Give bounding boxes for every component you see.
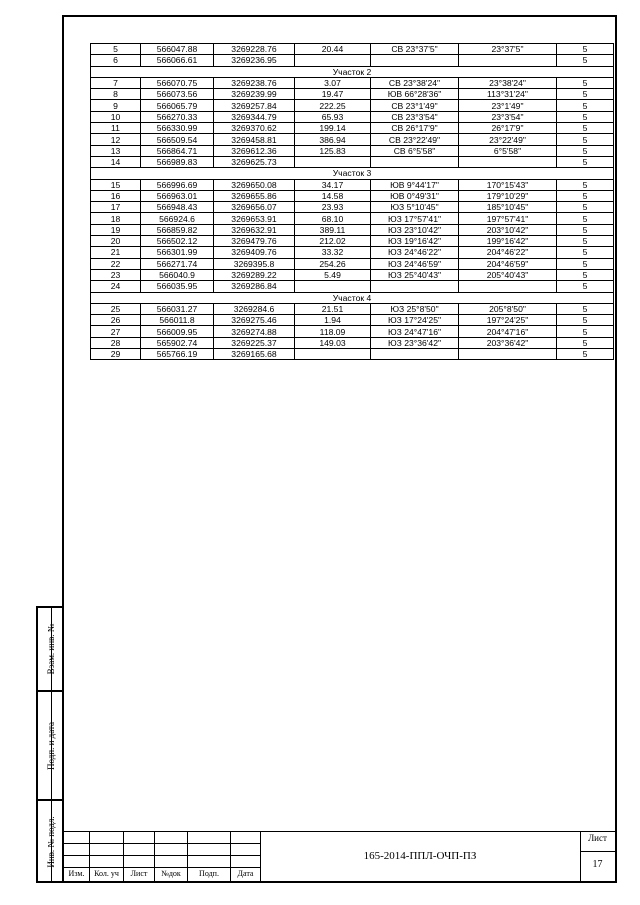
table-cell	[295, 281, 371, 292]
table-cell: ЮЗ 25°8'50"	[371, 303, 459, 314]
table-cell: 179°10'29"	[459, 190, 557, 201]
table-cell: 5.49	[295, 269, 371, 280]
table-cell: ЮВ 0°49'31"	[371, 190, 459, 201]
table-cell: 28	[91, 337, 141, 348]
table-cell	[295, 156, 371, 167]
table-cell: 205°8'50"	[459, 303, 557, 314]
table-cell: ЮЗ 17°24'25"	[371, 315, 459, 326]
table-row	[91, 179, 614, 190]
table-row	[91, 44, 614, 55]
table-row	[91, 134, 614, 145]
table-cell: 3269274.88	[214, 326, 295, 337]
table-cell: СВ 23°3'54"	[371, 111, 459, 122]
table-cell: 23°37'5"	[459, 44, 557, 55]
table-cell	[459, 349, 557, 360]
table-cell: 5	[557, 77, 614, 88]
table-cell: 3269225.37	[214, 337, 295, 348]
table-cell: 565766.19	[141, 349, 214, 360]
table-cell: 20	[91, 236, 141, 247]
table-cell: 222.25	[295, 100, 371, 111]
table-cell: 3269239.99	[214, 89, 295, 100]
table-cell: 566070.75	[141, 77, 214, 88]
sheet-label: Лист	[588, 833, 607, 843]
table-cell: 386.94	[295, 134, 371, 145]
table-cell: СВ 23°1'49"	[371, 100, 459, 111]
table-cell: 566989.83	[141, 156, 214, 167]
table-cell	[459, 281, 557, 292]
table-cell: 5	[557, 303, 614, 314]
table-cell	[459, 55, 557, 66]
sheet-number: 17	[592, 859, 603, 870]
table-cell: 566271.74	[141, 258, 214, 269]
table-cell: 3269650.08	[214, 179, 295, 190]
table-cell: 566073.56	[141, 89, 214, 100]
table-row	[91, 337, 614, 348]
table-cell	[371, 281, 459, 292]
table-row	[91, 213, 614, 224]
table-cell: 3269257.84	[214, 100, 295, 111]
table-cell: ЮВ 66°28'36"	[371, 89, 459, 100]
table-row	[91, 89, 614, 100]
coordinates-table-body	[91, 44, 614, 360]
table-cell: 11	[91, 123, 141, 134]
table-cell: 3269612.36	[214, 145, 295, 156]
section-label: Участок 3	[91, 168, 614, 179]
table-cell: ЮЗ 25°40'43"	[371, 269, 459, 280]
table-row	[91, 190, 614, 201]
table-cell: 212.02	[295, 236, 371, 247]
table-cell: 23°22'49"	[459, 134, 557, 145]
table-cell: 566864.71	[141, 145, 214, 156]
table-cell: 33.32	[295, 247, 371, 258]
table-cell: СВ 6°5'58"	[371, 145, 459, 156]
table-cell: 566509.54	[141, 134, 214, 145]
document-code: 165-2014-ППЛ-ОЧП-ПЗ	[363, 850, 477, 862]
table-cell: 204°47'16"	[459, 326, 557, 337]
table-cell: 3269344.79	[214, 111, 295, 122]
table-cell: 5	[557, 202, 614, 213]
table-cell: ЮЗ 5°10'45"	[371, 202, 459, 213]
side-cell-vzam	[38, 608, 64, 692]
table-cell: 5	[557, 89, 614, 100]
table-cell: 566502.12	[141, 236, 214, 247]
table-cell: 3269165.68	[214, 349, 295, 360]
table-cell: 27	[91, 326, 141, 337]
table-cell	[295, 349, 371, 360]
table-cell: 3269289.22	[214, 269, 295, 280]
table-row	[91, 326, 614, 337]
table-cell: 5	[557, 349, 614, 360]
table-cell: 26°17'9"	[459, 123, 557, 134]
table-cell: 3269228.76	[214, 44, 295, 55]
table-cell: 199.14	[295, 123, 371, 134]
table-cell: 197°57'41"	[459, 213, 557, 224]
table-cell: 203°10'42"	[459, 224, 557, 235]
table-cell: 3269370.62	[214, 123, 295, 134]
table-cell: 3269656.07	[214, 202, 295, 213]
table-cell: 565902.74	[141, 337, 214, 348]
table-cell: 185°10'45"	[459, 202, 557, 213]
table-cell: 197°24'25"	[459, 315, 557, 326]
section-header-row	[91, 168, 614, 179]
section-label: Участок 4	[91, 292, 614, 303]
table-row	[91, 303, 614, 314]
table-cell: 204°46'59"	[459, 258, 557, 269]
table-cell: 9	[91, 100, 141, 111]
table-cell: СВ 23°37'5"	[371, 44, 459, 55]
table-cell: 16	[91, 190, 141, 201]
table-cell: 566031.27	[141, 303, 214, 314]
table-cell: 23°3'54"	[459, 111, 557, 122]
table-cell: 25	[91, 303, 141, 314]
table-cell: 5	[557, 258, 614, 269]
table-cell: 34.17	[295, 179, 371, 190]
table-cell: 566924.6	[141, 213, 214, 224]
table-cell: 23	[91, 269, 141, 280]
table-cell: 21	[91, 247, 141, 258]
table-cell: 566996.69	[141, 179, 214, 190]
table-cell: 29	[91, 349, 141, 360]
table-cell: 566948.43	[141, 202, 214, 213]
table-cell	[371, 156, 459, 167]
table-row	[91, 100, 614, 111]
table-cell: 3.07	[295, 77, 371, 88]
table-cell: СВ 26°17'9"	[371, 123, 459, 134]
table-cell: 10	[91, 111, 141, 122]
table-cell: 6	[91, 55, 141, 66]
table-cell: 7	[91, 77, 141, 88]
tb-label-kol-uch: Кол. уч	[94, 869, 119, 878]
table-cell: 254.26	[295, 258, 371, 269]
inv-podl-label: Инв. № подл.	[46, 816, 56, 868]
table-cell: ЮВ 9°44'17"	[371, 179, 459, 190]
table-cell: 24	[91, 281, 141, 292]
table-row	[91, 145, 614, 156]
table-row	[91, 315, 614, 326]
table-cell: 6°5'58"	[459, 145, 557, 156]
table-cell: ЮЗ 23°36'42"	[371, 337, 459, 348]
table-cell: 566963.01	[141, 190, 214, 201]
table-cell: 5	[557, 100, 614, 111]
side-cell-podp	[38, 692, 64, 801]
table-cell: 14.58	[295, 190, 371, 201]
table-cell: 3269275.46	[214, 315, 295, 326]
tb-label-list: Лист	[130, 869, 148, 878]
podp-data-label: Подп. и дата	[46, 721, 56, 770]
table-row	[91, 258, 614, 269]
table-row	[91, 269, 614, 280]
table-cell: 389.11	[295, 224, 371, 235]
table-cell: 3269286.84	[214, 281, 295, 292]
table-cell: 23.93	[295, 202, 371, 213]
table-cell: 203°36'42"	[459, 337, 557, 348]
title-block	[64, 831, 615, 881]
table-cell: 5	[557, 134, 614, 145]
table-cell: 68.10	[295, 213, 371, 224]
table-cell: ЮЗ 17°57'41"	[371, 213, 459, 224]
table-cell: ЮЗ 24°46'59"	[371, 258, 459, 269]
table-row	[91, 55, 614, 66]
table-cell: 3269479.76	[214, 236, 295, 247]
table-cell: 5	[557, 111, 614, 122]
table-cell: 566330.99	[141, 123, 214, 134]
table-cell: СВ 23°38'24"	[371, 77, 459, 88]
side-stamp	[36, 606, 64, 883]
table-cell: 199°16'42"	[459, 236, 557, 247]
table-cell: 12	[91, 134, 141, 145]
table-cell: 125.83	[295, 145, 371, 156]
table-cell: ЮЗ 19°16'42"	[371, 236, 459, 247]
table-row	[91, 281, 614, 292]
table-cell: 3269458.81	[214, 134, 295, 145]
table-cell: 65.93	[295, 111, 371, 122]
table-cell: 566859.82	[141, 224, 214, 235]
table-cell: 566009.95	[141, 326, 214, 337]
table-cell: 566270.33	[141, 111, 214, 122]
table-cell: 18	[91, 213, 141, 224]
table-cell	[371, 349, 459, 360]
table-cell: 5	[557, 326, 614, 337]
table-cell: 22	[91, 258, 141, 269]
table-cell: 3269632.91	[214, 224, 295, 235]
table-cell: 26	[91, 315, 141, 326]
tb-label-podp: Подп.	[199, 869, 219, 878]
table-cell: 3269409.76	[214, 247, 295, 258]
vzam-inv-label: Взам. инв. №	[46, 623, 56, 675]
table-cell: 566047.88	[141, 44, 214, 55]
table-cell: 8	[91, 89, 141, 100]
table-cell: ЮЗ 24°46'22"	[371, 247, 459, 258]
section-header-row	[91, 292, 614, 303]
table-cell: 3269653.91	[214, 213, 295, 224]
tb-label-izm: Изм.	[68, 869, 85, 878]
table-cell: 14	[91, 156, 141, 167]
table-cell: 118.09	[295, 326, 371, 337]
table-cell: 566066.61	[141, 55, 214, 66]
table-row	[91, 236, 614, 247]
table-cell: 5	[557, 269, 614, 280]
table-cell: 170°15'43"	[459, 179, 557, 190]
table-cell: 3269655.86	[214, 190, 295, 201]
table-cell	[371, 55, 459, 66]
table-cell: 566065.79	[141, 100, 214, 111]
table-row	[91, 349, 614, 360]
table-cell: 5	[557, 236, 614, 247]
table-cell: 1.94	[295, 315, 371, 326]
table-cell: 19.47	[295, 89, 371, 100]
table-row	[91, 202, 614, 213]
section-header-row	[91, 66, 614, 77]
table-cell: 21.51	[295, 303, 371, 314]
table-cell	[295, 55, 371, 66]
table-cell: 3269395.8	[214, 258, 295, 269]
table-row	[91, 224, 614, 235]
table-row	[91, 111, 614, 122]
table-cell: 566011.8	[141, 315, 214, 326]
table-cell: ЮЗ 24°47'16"	[371, 326, 459, 337]
table-cell: 5	[557, 190, 614, 201]
table-cell: 3269625.73	[214, 156, 295, 167]
table-cell	[459, 156, 557, 167]
table-cell: 204°46'22"	[459, 247, 557, 258]
table-cell: 566040.9	[141, 269, 214, 280]
table-cell: 5	[91, 44, 141, 55]
side-cell-inv	[38, 801, 64, 883]
table-cell: 20.44	[295, 44, 371, 55]
table-cell: 13	[91, 145, 141, 156]
tb-label-ndok: №док	[161, 869, 181, 878]
table-cell: 5	[557, 145, 614, 156]
table-cell: 5	[557, 179, 614, 190]
table-cell: 5	[557, 156, 614, 167]
table-row	[91, 156, 614, 167]
table-cell: 205°40'43"	[459, 269, 557, 280]
table-row	[91, 247, 614, 258]
table-cell: 15	[91, 179, 141, 190]
table-cell: СВ 23°22'49"	[371, 134, 459, 145]
section-label: Участок 2	[91, 66, 614, 77]
table-cell: 3269238.76	[214, 77, 295, 88]
table-cell: 5	[557, 224, 614, 235]
table-cell: 5	[557, 55, 614, 66]
table-cell: 3269236.95	[214, 55, 295, 66]
table-cell: 5	[557, 247, 614, 258]
coordinates-table	[90, 43, 614, 360]
table-cell: 17	[91, 202, 141, 213]
table-cell: 3269284.6	[214, 303, 295, 314]
table-row	[91, 77, 614, 88]
table-cell: 23°38'24"	[459, 77, 557, 88]
table-cell: 23°1'49"	[459, 100, 557, 111]
table-cell: 5	[557, 337, 614, 348]
table-cell: 5	[557, 281, 614, 292]
table-cell: 19	[91, 224, 141, 235]
table-cell: 566035.95	[141, 281, 214, 292]
table-cell: 5	[557, 213, 614, 224]
table-cell: 113°31'24"	[459, 89, 557, 100]
table-cell: 5	[557, 44, 614, 55]
table-cell: 5	[557, 315, 614, 326]
table-cell: 566301.99	[141, 247, 214, 258]
table-cell: 5	[557, 123, 614, 134]
table-row	[91, 123, 614, 134]
table-cell: 149.03	[295, 337, 371, 348]
table-cell: ЮЗ 23°10'42"	[371, 224, 459, 235]
tb-label-data: Дата	[237, 869, 254, 878]
